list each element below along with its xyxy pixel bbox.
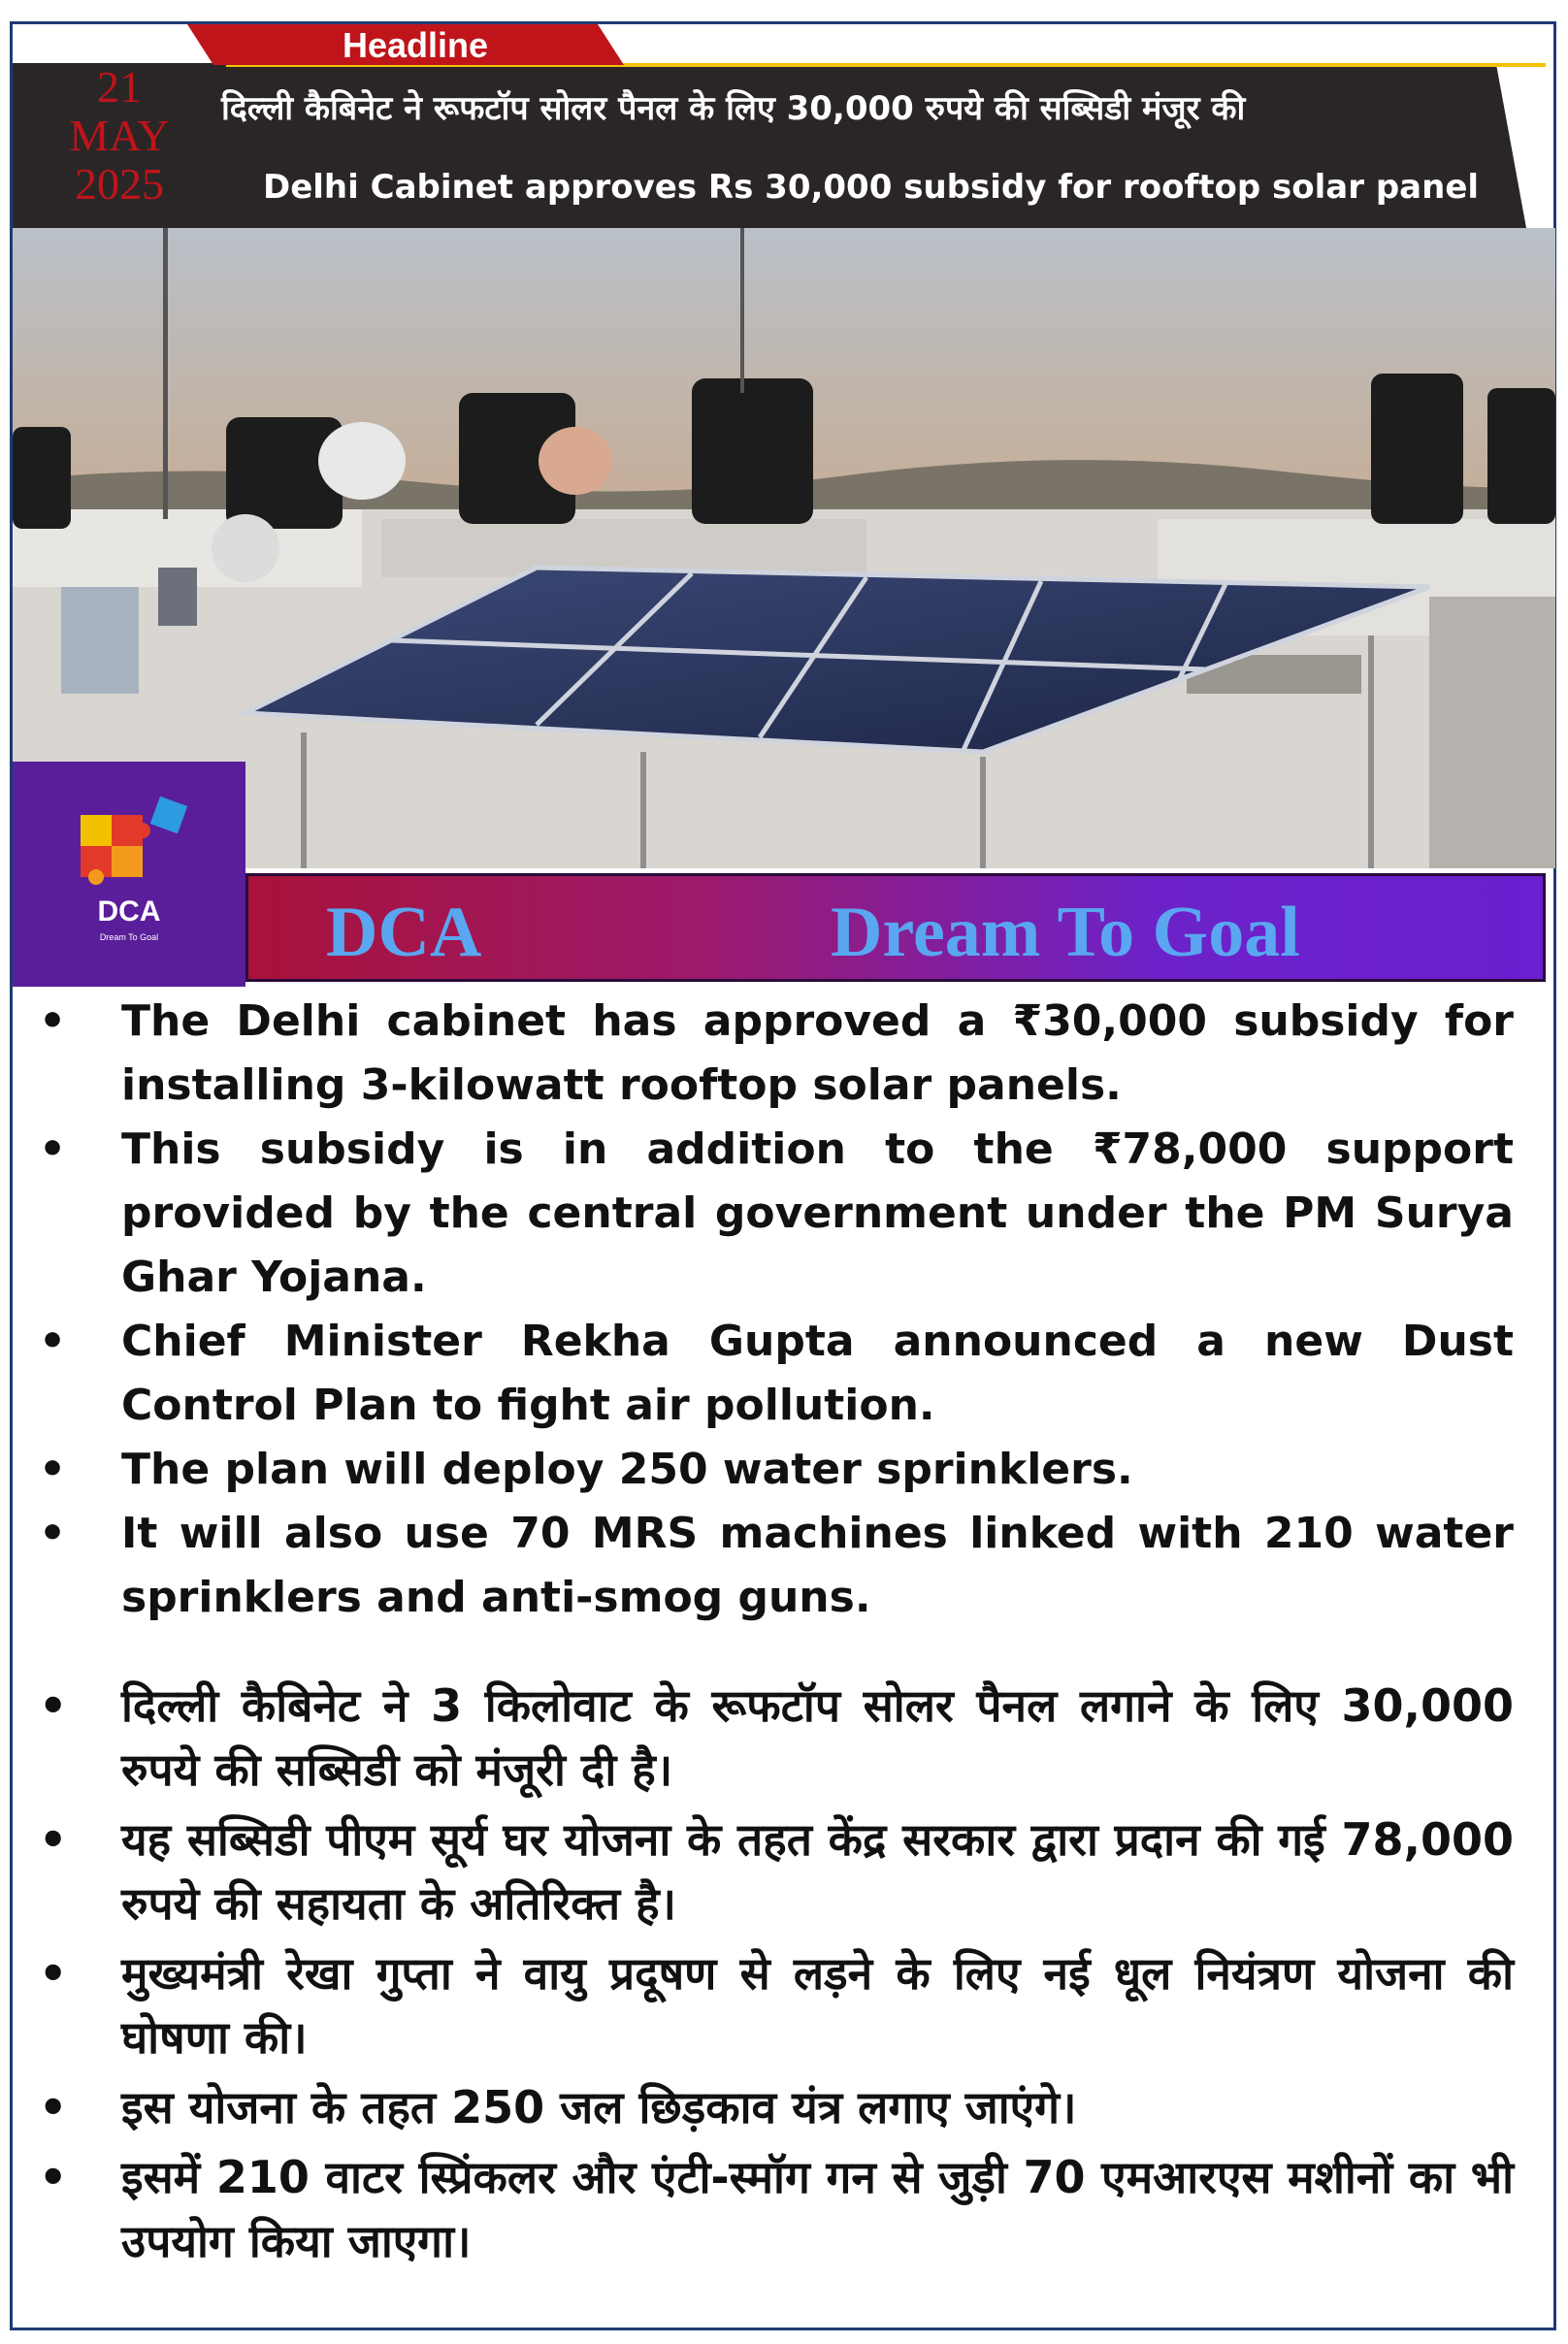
list-item: • Chief Minister Rekha Gupta announced a new Dust Control Plan to fight air pollution.: [39, 1310, 1514, 1438]
dca-banner: [245, 873, 1546, 982]
logo-text: DCA: [97, 895, 161, 928]
logo-subtext: Dream To Goal: [99, 932, 159, 942]
banner-tagline: Dream To Goal: [831, 893, 1300, 972]
date-day: 21: [97, 62, 142, 112]
english-bullet-list: [39, 990, 1514, 1630]
list-item: • इस योजना के तहत 250 जल छिड़काव यंत्र लगाए जाएंगे।: [39, 2075, 1514, 2139]
list-item: • The Delhi cabinet has approved a ₹30,000 subsidy for installing 3-kilowatt rooftop solar panels.: [39, 990, 1514, 1118]
headline-hindi: दिल्ली कैबिनेट ने रूफटॉप सोलर पैनल के लिए 30,000 रुपये की सब्सिडी मंजूर की: [221, 89, 1246, 128]
list-item: • This subsidy is in addition to the ₹78,000 support provided by the central government under the PM Surya Ghar Yojana.: [39, 1118, 1514, 1310]
headline-tag-label: Headline: [343, 25, 489, 65]
list-item: • मुख्यमंत्री रेखा गुप्ता ने वायु प्रदूषण से लड़ने के लिए नई धूल नियंत्रण योजना की घोषणा की।: [39, 1941, 1514, 2069]
headline-header: [13, 24, 1555, 228]
list-item: • दिल्ली कैबिनेट ने 3 किलोवाट के रूफटॉप सोलर पैनल लगाने के लिए 30,000 रुपये की सब्सिडी को मंजूरी दी है।: [39, 1674, 1514, 1802]
list-item: • यह सब्सिडी पीएम सूर्य घर योजना के तहत केंद्र सरकार द्वारा प्रदान की गई 78,000 रुपये की सहायता के अतिरिक्त है।: [39, 1807, 1514, 1936]
hindi-bullet-list: [39, 1674, 1514, 2279]
headline-english: Delhi Cabinet approves Rs 30,000 subsidy for rooftop solar panel: [263, 168, 1480, 207]
dca-logo: [13, 762, 245, 987]
list-item: • The plan will deploy 250 water sprinklers.: [39, 1438, 1514, 1502]
date-month: MAY: [69, 111, 170, 160]
date-year: 2025: [75, 159, 164, 209]
banner-brand: DCA: [326, 893, 482, 972]
list-item: • इसमें 210 वाटर स्प्रिंकलर और एंटी-स्मॉग गन से जुड़ी 70 एमआरएस मशीनों का भी उपयोग किया जाएगा।: [39, 2145, 1514, 2273]
date-block: [42, 63, 197, 209]
puzzle-icon: [13, 762, 245, 987]
list-item: • It will also use 70 MRS machines linked with 210 water sprinklers and anti-smog guns.: [39, 1502, 1514, 1630]
